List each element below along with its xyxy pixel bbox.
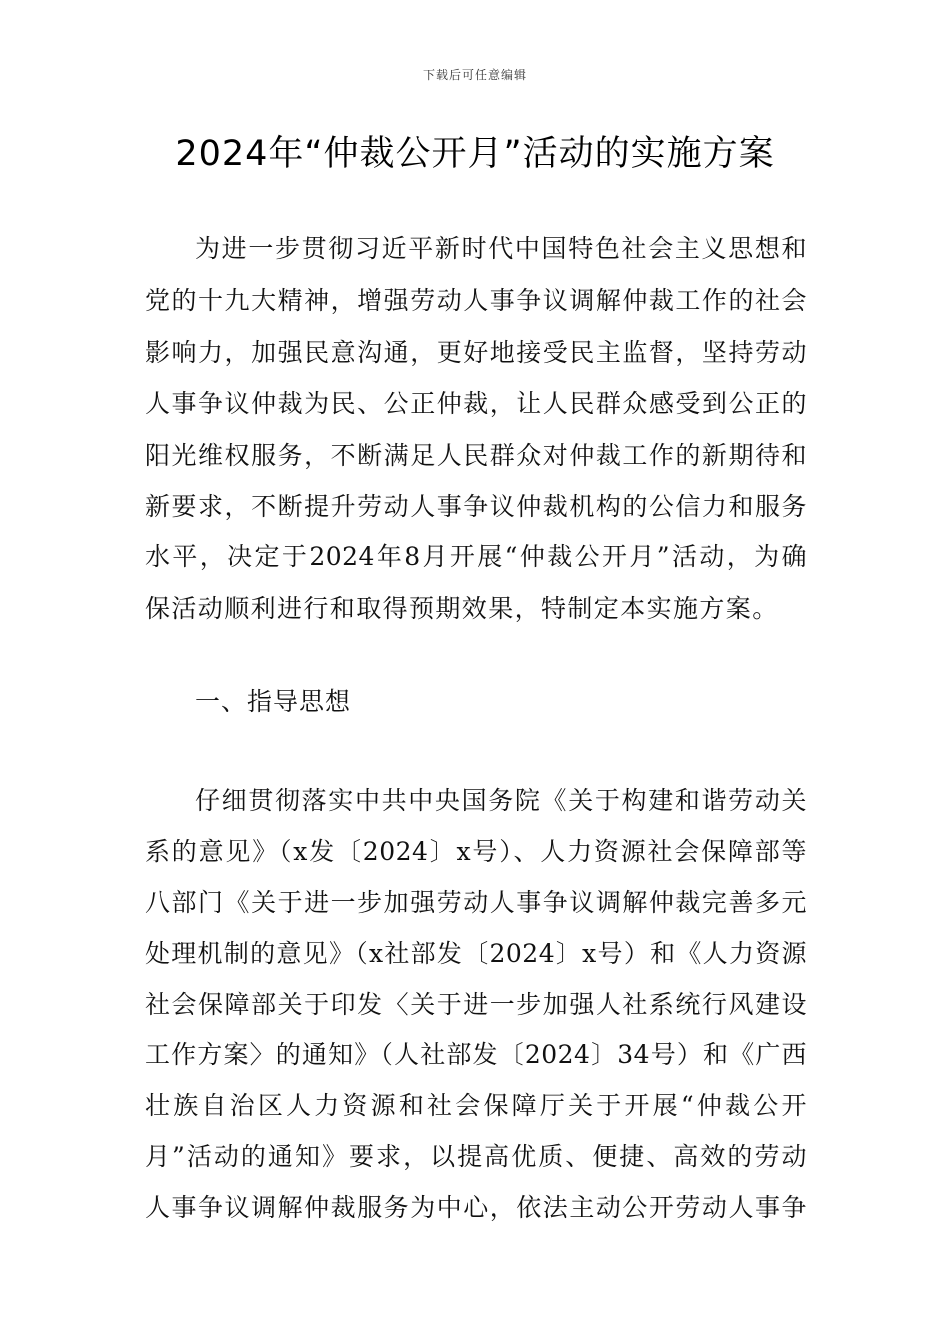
para2-line: 处理机制的意见》（x社部发〔2024〕x号）和《人力资源 [145,939,807,968]
para1-line: 水平，决定于2024年8月开展“仲裁公开月”活动，为确 [145,542,807,571]
para2-line: 壮族自治区人力资源和社会保障厅关于开展“仲裁公开 [145,1091,807,1120]
para2-line: 八部门《关于进一步加强劳动人事争议调解仲裁完善多元 [145,888,807,917]
para1-line: 影响力，加强民意沟通，更好地接受民主监督，坚持劳动 [145,338,807,367]
para2-line: 月”活动的通知》要求，以提高优质、便捷、高效的劳动 [145,1142,807,1171]
para1-line: 为进一步贯彻习近平新时代中国特色社会主义思想和 [195,234,807,263]
para2-line: 人事争议调解仲裁服务为中心，依法主动公开劳动人事争 [145,1193,807,1222]
para1-line: 新要求，不断提升劳动人事争议仲裁机构的公信力和服务 [145,492,807,521]
para1-line: 人事争议仲裁为民、公正仲裁，让人民群众感受到公正的 [145,389,807,418]
header-note: 下载后可任意编辑 [422,68,527,82]
section-heading: 一、指导思想 [195,687,352,716]
para1-line: 阳光维权服务，不断满足人民群众对仲裁工作的新期待和 [145,441,807,470]
para2-line: 系的意见》（x发〔2024〕x号）、人力资源社会保障部等 [145,837,807,866]
para2-line: 社会保障部关于印发〈关于进一步加强人社系统行风建设 [145,990,807,1019]
para2-line: 仔细贯彻落实中共中央国务院《关于构建和谐劳动关 [195,786,807,815]
para1-line: 保活动顺利进行和取得预期效果，特制定本实施方案。 [145,594,779,623]
para2-line: 工作方案〉的通知》（人社部发〔2024〕34号）和《广西 [145,1040,807,1069]
para1-line: 党的十九大精神，增强劳动人事争议调解仲裁工作的社会 [145,286,807,315]
document-title: 2024年“仲裁公开月”活动的实施方案 [175,134,775,174]
